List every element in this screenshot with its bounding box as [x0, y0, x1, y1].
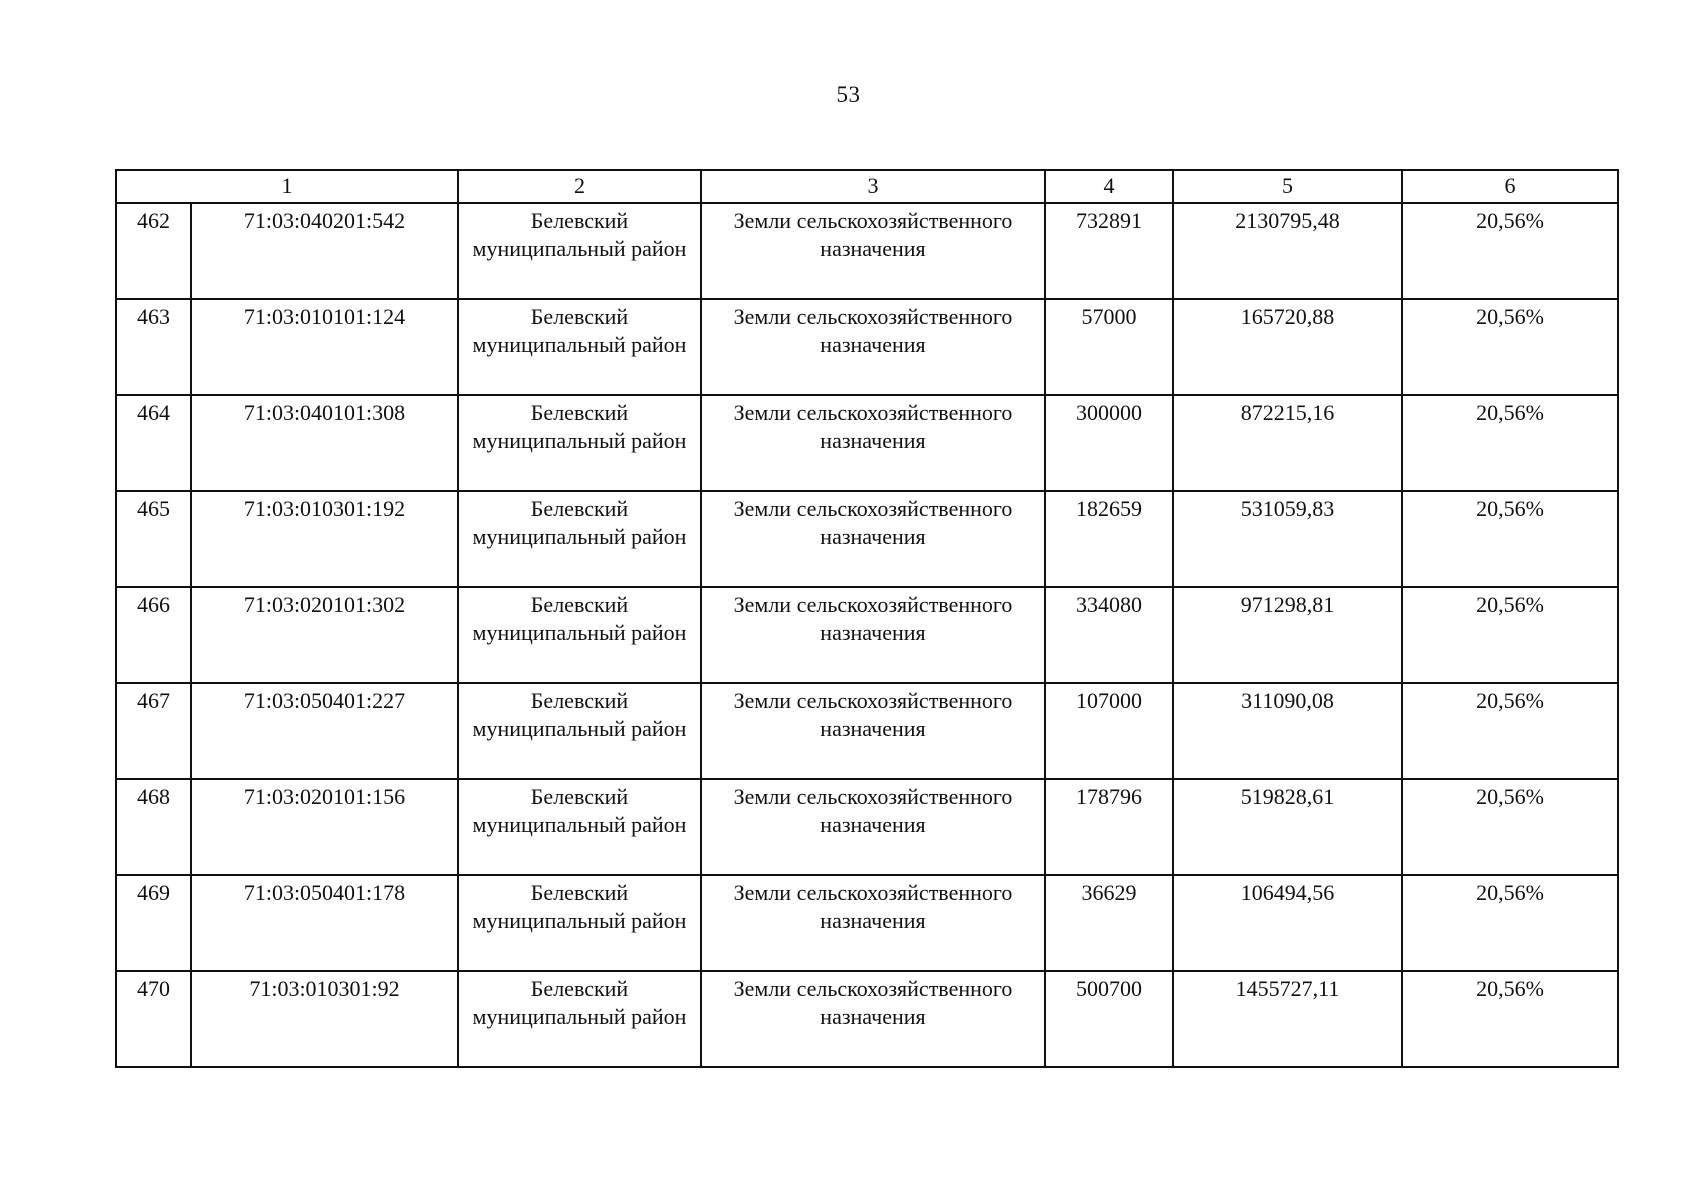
cadastral-number-cell: 71:03:050401:178 [191, 875, 458, 971]
table-row [116, 971, 1618, 1067]
area-cell: 732891 [1045, 203, 1173, 299]
land-category-cell: Земли сельскохозяйственного назначения [701, 683, 1045, 779]
cadastral-value-cell: 1455727,11 [1173, 971, 1402, 1067]
land-category-cell: Земли сельскохозяйственного назначения [701, 491, 1045, 587]
district-cell: Белевский муниципальный район [458, 491, 701, 587]
table-row [116, 875, 1618, 971]
cadastral-value-cell: 2130795,48 [1173, 203, 1402, 299]
column-header-6: 6 [1402, 170, 1618, 203]
column-header-5: 5 [1173, 170, 1402, 203]
district-cell: Белевский муниципальный район [458, 875, 701, 971]
row-number-cell: 469 [116, 875, 191, 971]
table-row [116, 299, 1618, 395]
land-plots-table [115, 169, 1619, 1068]
district-cell: Белевский муниципальный район [458, 683, 701, 779]
rate-cell: 20,56% [1402, 491, 1618, 587]
table-row [116, 779, 1618, 875]
row-number-cell: 466 [116, 587, 191, 683]
district-cell: Белевский муниципальный район [458, 971, 701, 1067]
land-category-cell: Земли сельскохозяйственного назначения [701, 395, 1045, 491]
column-header-3: 3 [701, 170, 1045, 203]
cadastral-value-cell: 311090,08 [1173, 683, 1402, 779]
row-number-cell: 465 [116, 491, 191, 587]
rate-cell: 20,56% [1402, 587, 1618, 683]
rate-cell: 20,56% [1402, 875, 1618, 971]
row-number-cell: 468 [116, 779, 191, 875]
rate-cell: 20,56% [1402, 971, 1618, 1067]
rate-cell: 20,56% [1402, 779, 1618, 875]
area-cell: 178796 [1045, 779, 1173, 875]
cadastral-value-cell: 872215,16 [1173, 395, 1402, 491]
table-row [116, 203, 1618, 299]
district-cell: Белевский муниципальный район [458, 395, 701, 491]
rate-cell: 20,56% [1402, 203, 1618, 299]
table-row [116, 587, 1618, 683]
table-row [116, 491, 1618, 587]
cadastral-number-cell: 71:03:020101:302 [191, 587, 458, 683]
table-header-row [116, 170, 1618, 203]
land-category-cell: Земли сельскохозяйственного назначения [701, 203, 1045, 299]
cadastral-number-cell: 71:03:010301:192 [191, 491, 458, 587]
rate-cell: 20,56% [1402, 299, 1618, 395]
area-cell: 36629 [1045, 875, 1173, 971]
area-cell: 107000 [1045, 683, 1173, 779]
row-number-cell: 464 [116, 395, 191, 491]
rate-cell: 20,56% [1402, 683, 1618, 779]
cadastral-value-cell: 531059,83 [1173, 491, 1402, 587]
area-cell: 182659 [1045, 491, 1173, 587]
table-row [116, 395, 1618, 491]
cadastral-value-cell: 519828,61 [1173, 779, 1402, 875]
district-cell: Белевский муниципальный район [458, 299, 701, 395]
row-number-cell: 470 [116, 971, 191, 1067]
column-header-2: 2 [458, 170, 701, 203]
land-category-cell: Земли сельскохозяйственного назначения [701, 299, 1045, 395]
district-cell: Белевский муниципальный район [458, 203, 701, 299]
land-category-cell: Земли сельскохозяйственного назначения [701, 971, 1045, 1067]
cadastral-number-cell: 71:03:010301:92 [191, 971, 458, 1067]
row-number-cell: 463 [116, 299, 191, 395]
cadastral-value-cell: 971298,81 [1173, 587, 1402, 683]
cadastral-number-cell: 71:03:010101:124 [191, 299, 458, 395]
land-category-cell: Земли сельскохозяйственного назначения [701, 587, 1045, 683]
row-number-cell: 462 [116, 203, 191, 299]
cadastral-number-cell: 71:03:020101:156 [191, 779, 458, 875]
cadastral-number-cell: 71:03:040101:308 [191, 395, 458, 491]
cadastral-number-cell: 71:03:050401:227 [191, 683, 458, 779]
column-header-1: 1 [116, 170, 458, 203]
page-number: 53 [836, 82, 861, 107]
cadastral-number-cell: 71:03:040201:542 [191, 203, 458, 299]
row-number-cell: 467 [116, 683, 191, 779]
cadastral-value-cell: 165720,88 [1173, 299, 1402, 395]
area-cell: 500700 [1045, 971, 1173, 1067]
area-cell: 300000 [1045, 395, 1173, 491]
area-cell: 334080 [1045, 587, 1173, 683]
cadastral-value-cell: 106494,56 [1173, 875, 1402, 971]
table-row [116, 683, 1618, 779]
land-category-cell: Земли сельскохозяйственного назначения [701, 779, 1045, 875]
district-cell: Белевский муниципальный район [458, 779, 701, 875]
column-header-4: 4 [1045, 170, 1173, 203]
rate-cell: 20,56% [1402, 395, 1618, 491]
area-cell: 57000 [1045, 299, 1173, 395]
district-cell: Белевский муниципальный район [458, 587, 701, 683]
land-category-cell: Земли сельскохозяйственного назначения [701, 875, 1045, 971]
